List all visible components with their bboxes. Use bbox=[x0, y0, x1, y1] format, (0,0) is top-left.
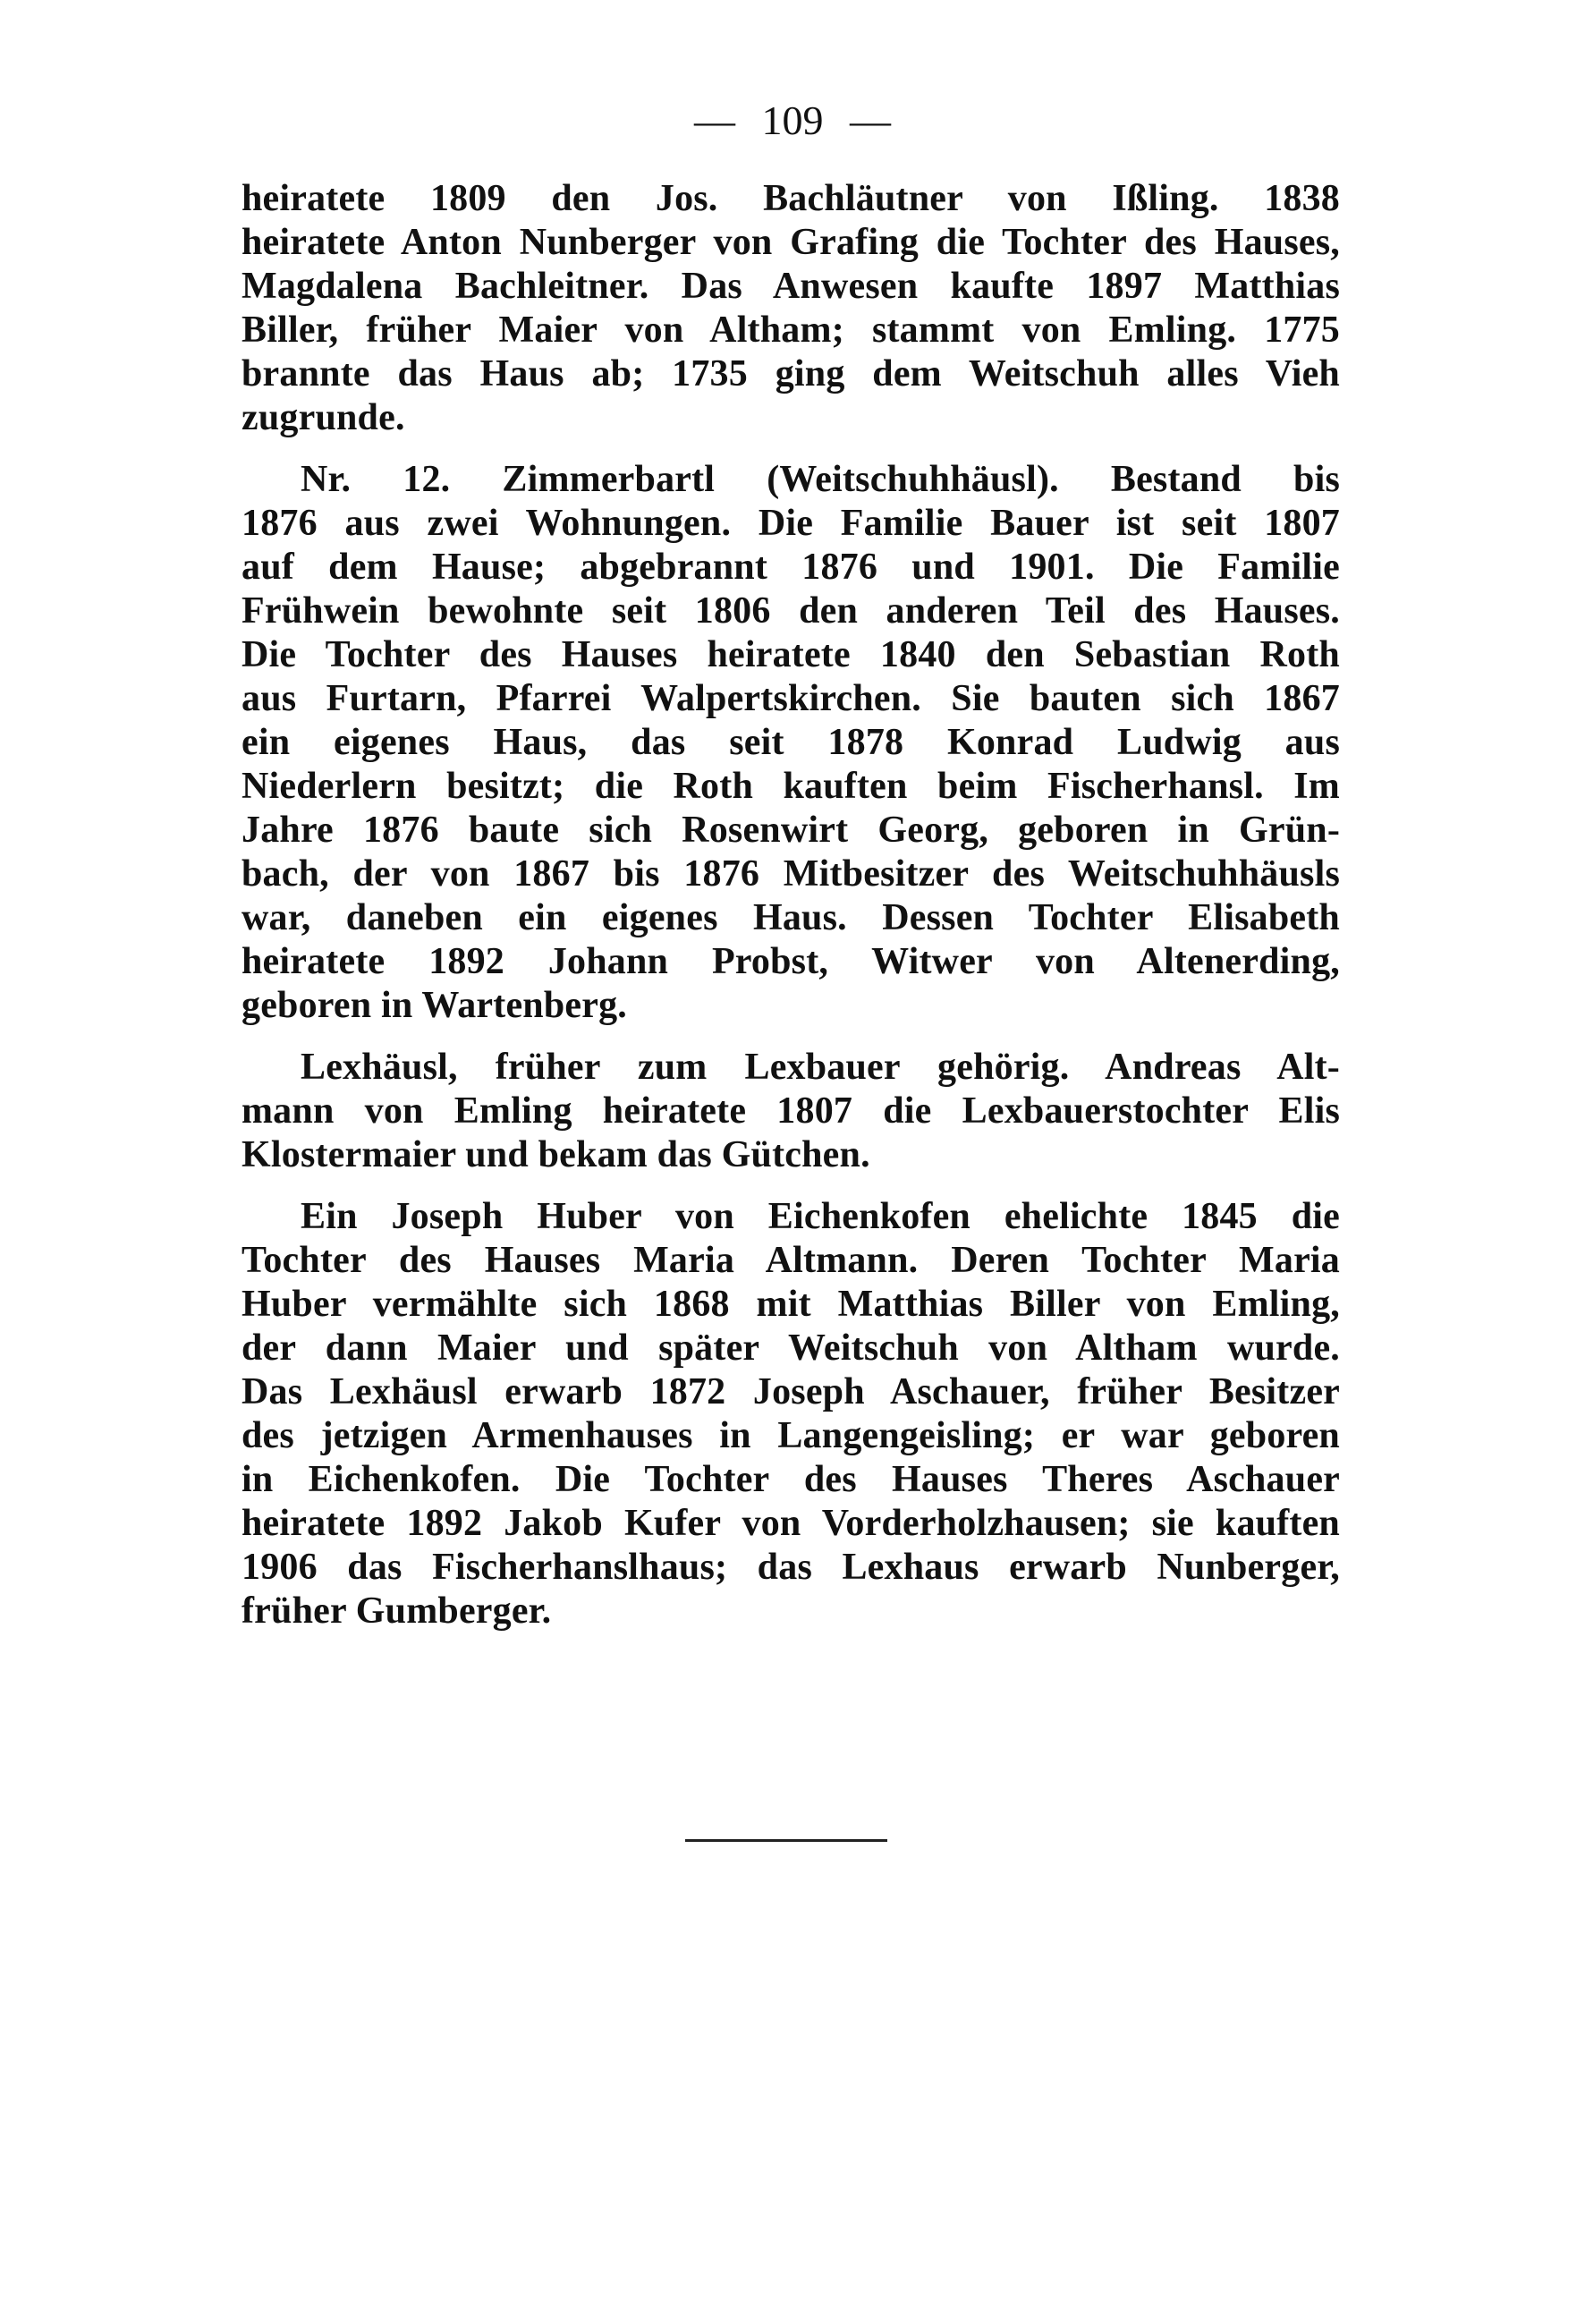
text-line: Das Lexhäusl erwarb 1872 Joseph Aschauer, früher Besitzer bbox=[242, 1371, 1340, 1412]
text-line: war, daneben ein eigenes Haus. Dessen Tochter Elisabeth bbox=[242, 897, 1340, 938]
text-line: bach, der von 1867 bis 1876 Mitbesitzer des Weitschuhhäusls bbox=[242, 853, 1340, 895]
paragraph bbox=[242, 1195, 1340, 1633]
body-text bbox=[242, 177, 1340, 1651]
text-line: 1876 aus zwei Wohnungen. Die Familie Bauer ist seit 1807 bbox=[242, 503, 1340, 544]
text-line: der dann Maier und später Weitschuh von Altham wurde. bbox=[242, 1327, 1340, 1369]
text-line: auf dem Hause; abgebrannt 1876 und 1901. Die Familie bbox=[242, 547, 1340, 588]
text-line: brannte das Haus ab; 1735 ging dem Weitschuh alles Vieh bbox=[242, 353, 1340, 394]
text-line: heiratete 1809 den Jos. Bachläutner von Ißling. 1838 bbox=[242, 178, 1340, 219]
text-line: heiratete Anton Nunberger von Grafing die Tochter des Hauses, bbox=[242, 222, 1340, 263]
paragraph bbox=[242, 1046, 1340, 1177]
text-line: Niederlern besitzt; die Roth kauften beim Fischerhansl. Im bbox=[242, 766, 1340, 807]
text-line: aus Furtarn, Pfarrei Walpertskirchen. Sie bauten sich 1867 bbox=[242, 678, 1340, 719]
text-line: mann von Emling heiratete 1807 die Lexbauerstochter Elis bbox=[242, 1090, 1340, 1132]
text-line: Ein Joseph Huber von Eichenkofen ehelichte 1845 die bbox=[301, 1196, 1340, 1237]
paragraph bbox=[242, 458, 1340, 1028]
end-rule bbox=[685, 1839, 887, 1842]
text-line: Tochter des Hauses Maria Altmann. Deren Tochter Maria bbox=[242, 1240, 1340, 1281]
text-line: Biller, früher Maier von Altham; stammt von Emling. 1775 bbox=[242, 310, 1340, 351]
text-line: zugrunde. bbox=[242, 397, 405, 438]
text-line: 1906 das Fischerhanslhaus; das Lexhaus erwarb Nunberger, bbox=[242, 1547, 1340, 1588]
text-line: früher Gumberger. bbox=[242, 1590, 552, 1632]
text-line: heiratete 1892 Jakob Kufer von Vorderholzhausen; sie kauften bbox=[242, 1503, 1340, 1544]
text-line: in Eichenkofen. Die Tochter des Hauses Theres Aschauer bbox=[242, 1459, 1340, 1500]
text-line: Magdalena Bachleitner. Das Anwesen kaufte 1897 Matthias bbox=[242, 266, 1340, 307]
text-line: Die Tochter des Hauses heiratete 1840 den Sebastian Roth bbox=[242, 634, 1340, 675]
text-line: Nr. 12. Zimmerbartl (Weitschuhhäusl). Bestand bis bbox=[301, 459, 1340, 500]
text-line: Frühwein bewohnte seit 1806 den anderen Teil des Hauses. bbox=[242, 590, 1340, 632]
paragraph bbox=[242, 177, 1340, 440]
text-line: Huber vermählte sich 1868 mit Matthias Biller von Emling, bbox=[242, 1284, 1340, 1325]
text-line: Lexhäusl, früher zum Lexbauer gehörig. Andreas Alt- bbox=[301, 1047, 1340, 1088]
text-line: Klostermaier und bekam das Gütchen. bbox=[242, 1134, 870, 1175]
text-line: ein eigenes Haus, das seit 1878 Konrad Ludwig aus bbox=[242, 722, 1340, 763]
text-line: Jahre 1876 baute sich Rosenwirt Georg, geboren in Grün- bbox=[242, 810, 1340, 851]
text-line: heiratete 1892 Johann Probst, Witwer von Altenerding, bbox=[242, 941, 1340, 982]
page-number: — 109 — bbox=[694, 98, 891, 143]
text-line: geboren in Wartenberg. bbox=[242, 985, 628, 1026]
text-line: des jetzigen Armenhauses in Langengeisling; er war geboren bbox=[242, 1415, 1340, 1456]
